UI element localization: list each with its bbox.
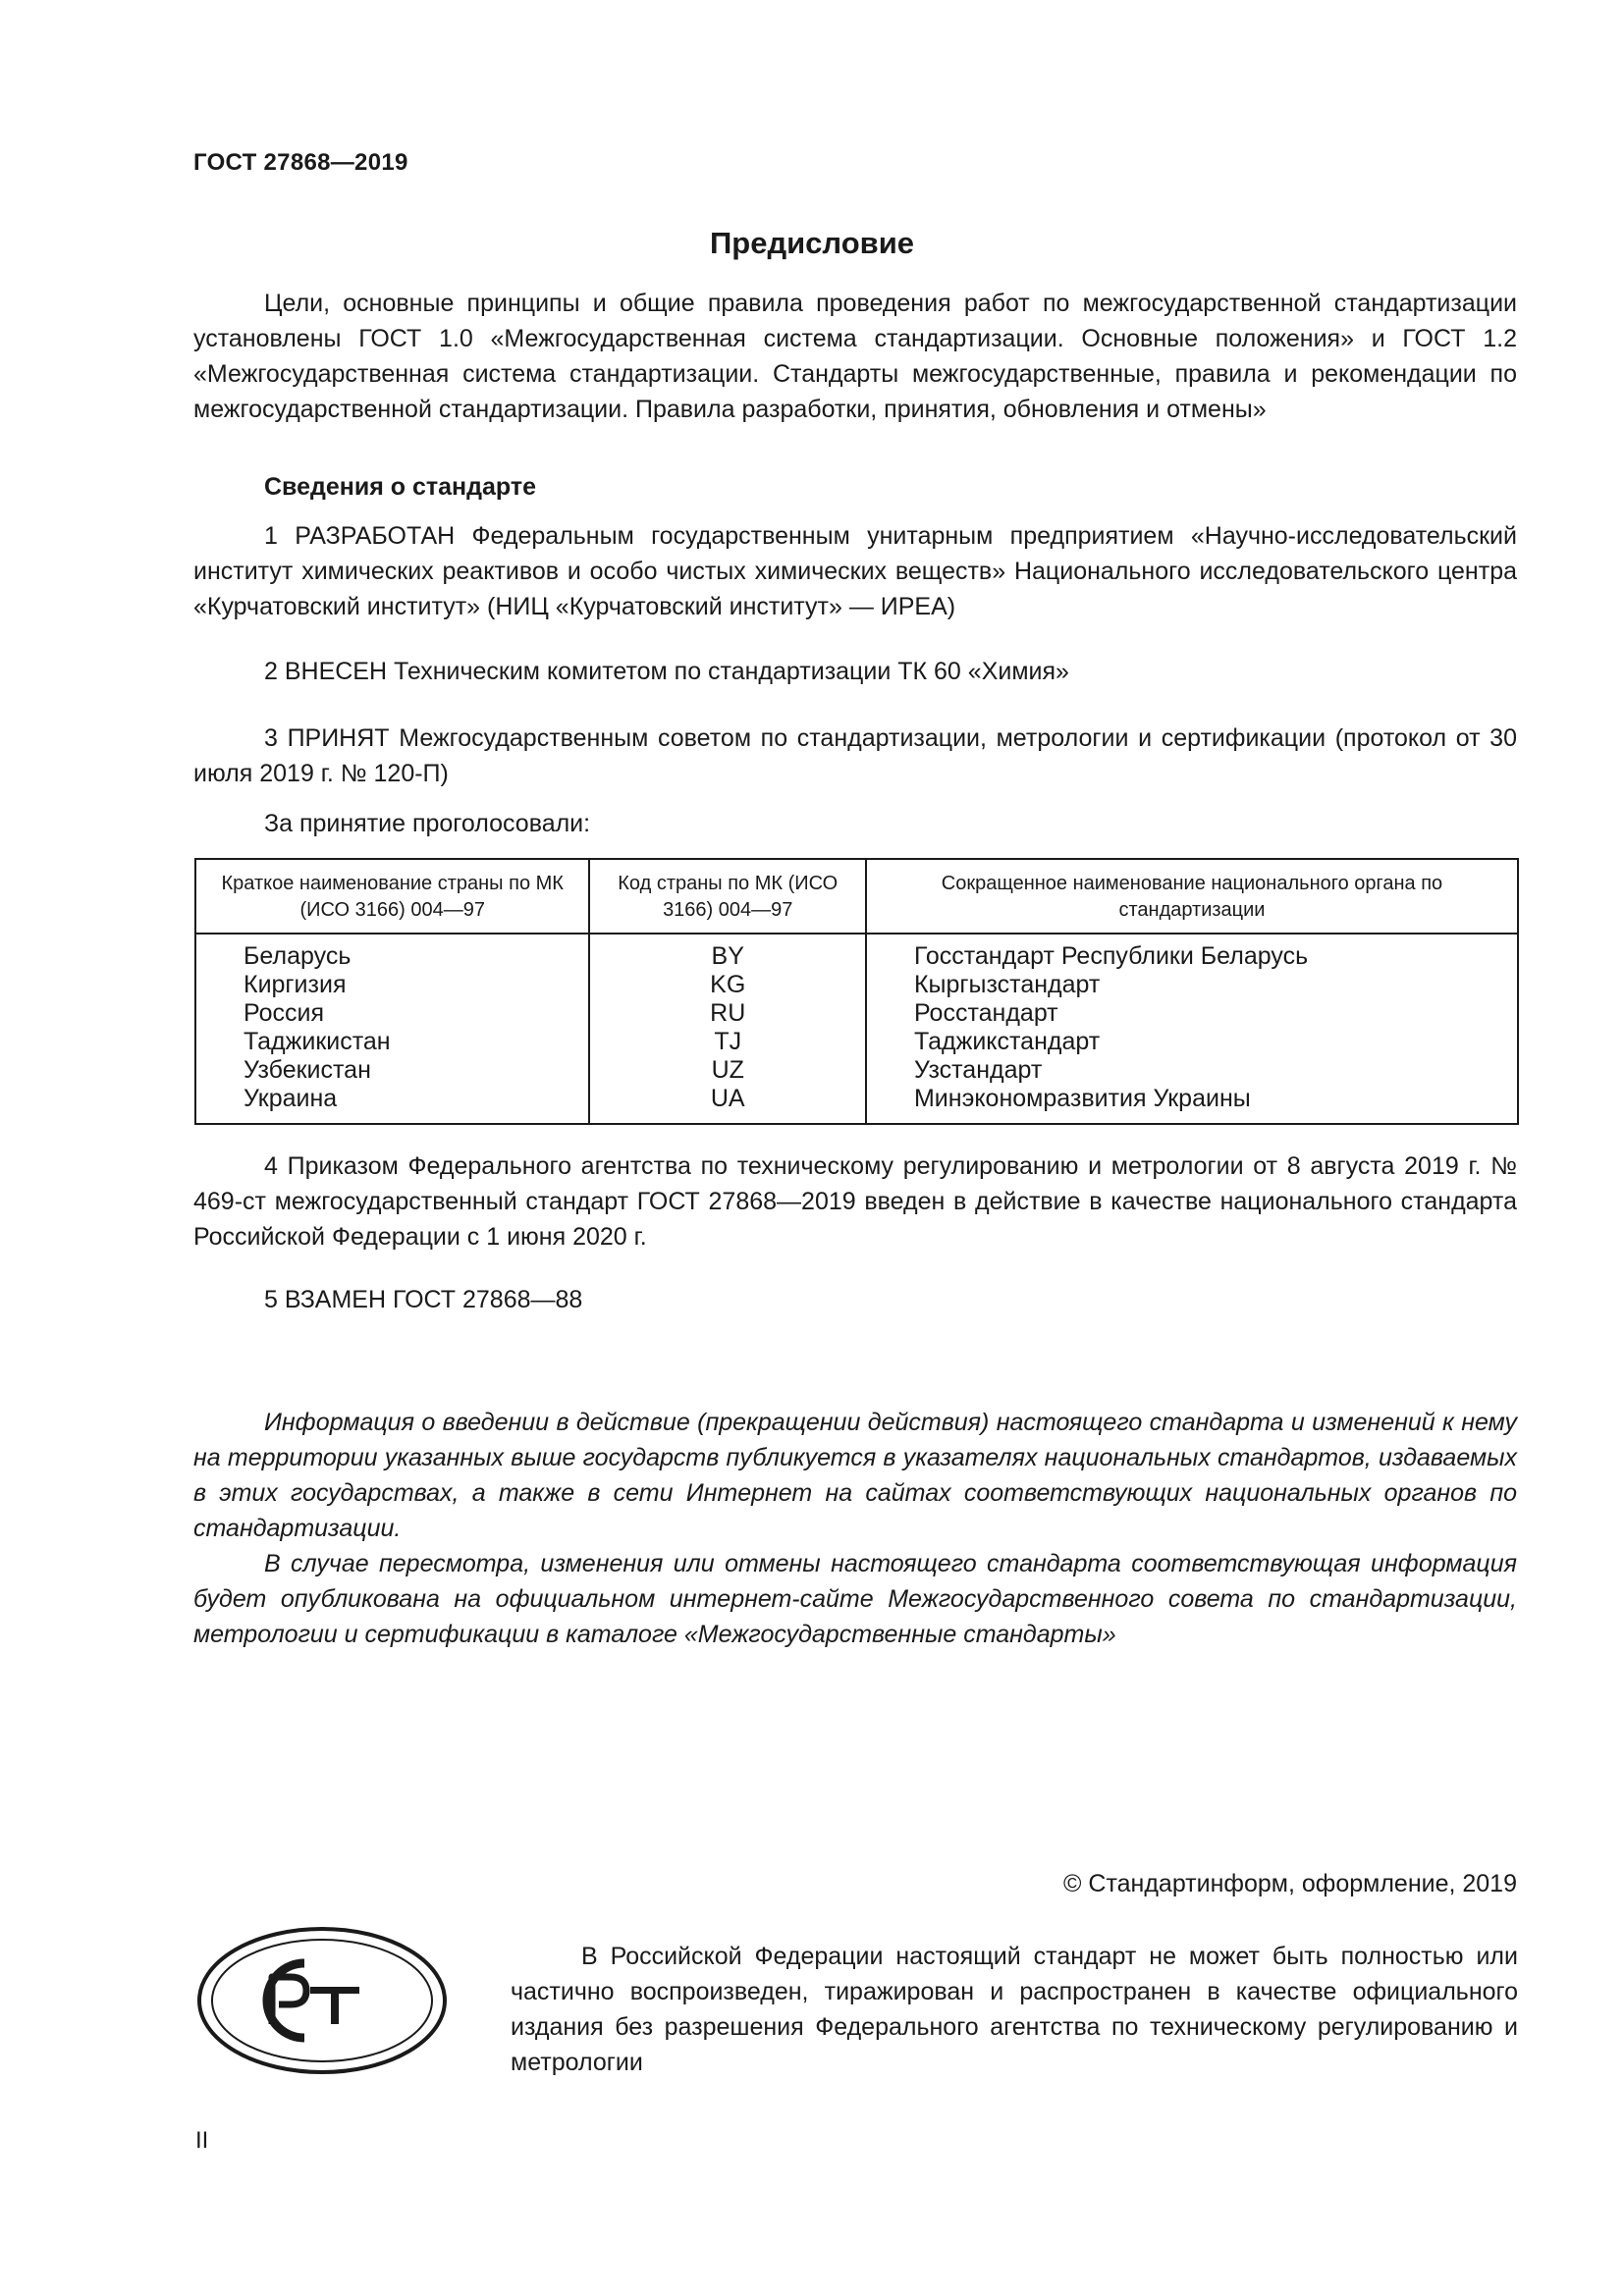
- document-id: ГОСТ 27868—2019: [193, 149, 408, 176]
- table-row: [195, 1028, 1518, 1056]
- info-heading-block: [193, 469, 1517, 505]
- country-name: Узбекистан: [195, 1056, 589, 1085]
- intro-block: [193, 286, 1517, 427]
- note-revision: В случае пересмотра, изменения или отмены настоящего стандарта соответствующая информация будет опубликована на официальном интернет-сайте Межгосударственного совета по стандартизации, метрологии и сертификации в каталоге «Межгосударственные стандарты»: [193, 1550, 1517, 1648]
- note-implementation: Информация о введении в действие (прекращении действия) настоящего стандарта и изменений к нему на территории указанных выше государств публикуется в указателях национальных стандартов, издаваемых в этих государствах, а также в сети Интернет на сайтах соответствующих национальных органов по стандартизации.: [193, 1409, 1517, 1542]
- country-code: UZ: [589, 1056, 865, 1085]
- item-5-block: [193, 1282, 1517, 1317]
- column-header-country: Краткое наименование страны по МК (ИСО 3166) 004—97: [195, 859, 589, 934]
- item-3: 3 ПРИНЯТ Межгосударственным советом по стандартизации, метрологии и сертификации (протокол от 30 июля 2019 г. № 120-П): [193, 724, 1517, 787]
- agency-name: Минэкономразвития Украины: [866, 1085, 1518, 1124]
- country-name: Россия: [195, 999, 589, 1028]
- agency-name: Таджикстандарт: [866, 1028, 1518, 1056]
- page-title: Предисловие: [709, 226, 914, 260]
- voted-label: За принятие проголосовали:: [264, 810, 591, 837]
- country-name: Таджикистан: [195, 1028, 589, 1056]
- country-code: BY: [589, 934, 865, 971]
- item-1: 1 РАЗРАБОТАН Федеральным государственным унитарным предприятием «Научно-исследовательский институт химических реактивов и особо чистых химических веществ» Национального исследовательского центра «Курчатовский институт» (НИЦ «Курчатовский институт» — ИРЕА): [193, 522, 1517, 620]
- item-4-block: [193, 1148, 1517, 1255]
- page-number: II: [195, 2127, 209, 2154]
- notes-block: [193, 1405, 1517, 1652]
- item-2: 2 ВНЕСЕН Техническим комитетом по стандартизации ТК 60 «Химия»: [264, 658, 1069, 685]
- item-1-block: [193, 518, 1517, 624]
- info-heading: Сведения о стандарте: [264, 473, 537, 501]
- intro-paragraph: Цели, основные принципы и общие правила проведения работ по межгосударственной стандартизации установлены ГОСТ 1.0 «Межгосударственная система стандартизации. Основные положения» и ГОСТ 1.2 «Межгосударственная система стандартизации. Стандарты межгосударственные, правила и рекомендации по межгосударственной стандартизации. Правила разработки, принятия, обновления и отмены»: [193, 290, 1517, 423]
- legal-notice-block: [511, 1939, 1518, 2080]
- agency-name: Госстандарт Республики Беларусь: [866, 934, 1518, 971]
- rst-certification-mark-icon: [196, 1926, 448, 2075]
- agency-name: Узстандарт: [866, 1056, 1518, 1085]
- table-row: [195, 934, 1518, 971]
- table-header-row: [195, 859, 1518, 934]
- voting-table: [194, 858, 1519, 1125]
- country-code: TJ: [589, 1028, 865, 1056]
- country-name: Беларусь: [195, 934, 589, 971]
- country-name: Украина: [195, 1085, 589, 1124]
- legal-notice: В Российской Федерации настоящий стандарт не может быть полностью или частично воспроизведен, тиражирован и распространен в качестве официального издания без разрешения Федерального агентства по техническому регулированию и метрологии: [511, 1943, 1518, 2076]
- country-name: Киргизия: [195, 971, 589, 999]
- country-code: KG: [589, 971, 865, 999]
- table-row: [195, 971, 1518, 999]
- column-header-code: Код страны по МК (ИСО 3166) 004—97: [589, 859, 865, 934]
- agency-name: Росстандарт: [866, 999, 1518, 1028]
- table-row: [195, 1056, 1518, 1085]
- country-code: RU: [589, 999, 865, 1028]
- item-3-block: [193, 721, 1517, 791]
- table-row: [195, 999, 1518, 1028]
- item-5: 5 ВЗАМЕН ГОСТ 27868—88: [264, 1286, 583, 1313]
- voted-label-block: [193, 806, 1517, 841]
- country-code: UA: [589, 1085, 865, 1124]
- agency-name: Кыргызстандарт: [866, 971, 1518, 999]
- column-header-agency: Сокращенное наименование национального органа по стандартизации: [866, 859, 1518, 934]
- copyright-line: © Стандартинформ, оформление, 2019: [1063, 1870, 1517, 1897]
- item-2-block: [193, 654, 1517, 689]
- table-row: [195, 1085, 1518, 1124]
- item-4: 4 Приказом Федерального агентства по техническому регулированию и метрологии от 8 августа 2019 г. № 469-ст межгосударственный стандарт ГОСТ 27868—2019 введен в действие в качестве национального стандарта Российской Федерации с 1 июня 2020 г.: [193, 1152, 1517, 1251]
